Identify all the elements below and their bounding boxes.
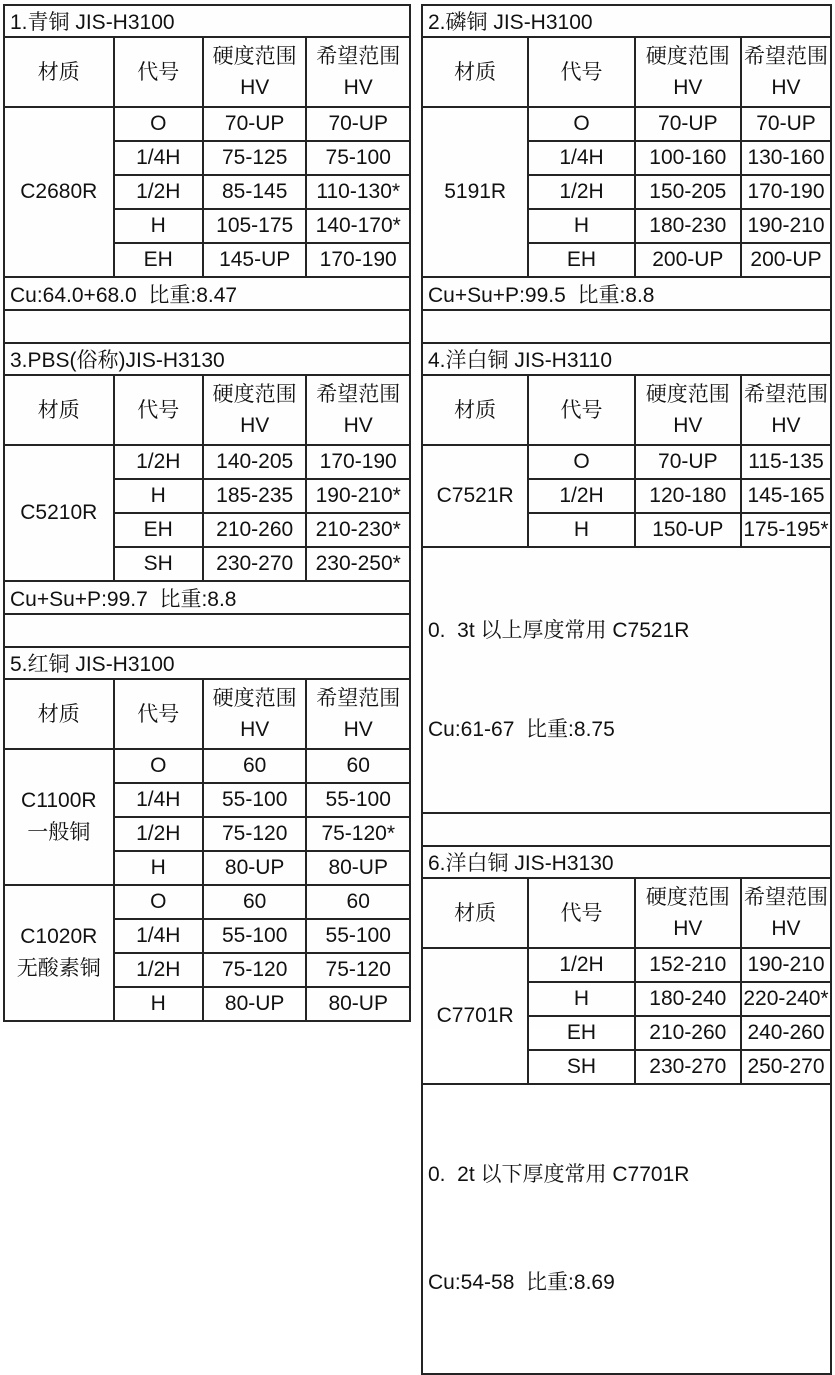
material-name: C1100R xyxy=(21,789,97,812)
desired-cell: 145-165 xyxy=(741,479,831,513)
temper-cell: O xyxy=(114,107,203,141)
desired-cell: 115-135 xyxy=(741,445,831,479)
desired-cell: 220-240* xyxy=(741,982,831,1016)
desired-cell: 190-210 xyxy=(741,948,831,982)
footer-line: Cu:54-58 比重:8.69 xyxy=(428,1271,615,1294)
header-material: 材质 xyxy=(422,878,528,948)
footer-line: 0. 2t 以下厚度常用 C7701R xyxy=(428,1163,690,1186)
table-row xyxy=(4,749,410,783)
desired-cell: 60 xyxy=(306,749,410,783)
table-row xyxy=(422,547,831,813)
hardness-cell: 230-270 xyxy=(203,547,307,581)
temper-cell: 1/2H xyxy=(114,817,203,851)
desired-cell: 80-UP xyxy=(306,987,410,1021)
table-row xyxy=(422,310,831,343)
header-code: 代号 xyxy=(528,37,634,107)
desired-cell: 60 xyxy=(306,885,410,919)
section-title: 1.青铜 JIS-H3100 xyxy=(4,5,410,37)
temper-cell: O xyxy=(114,885,203,919)
desired-cell: 70-UP xyxy=(306,107,410,141)
table-row xyxy=(422,343,831,375)
empty-cell xyxy=(422,310,831,343)
material-cell: C2680R xyxy=(4,107,114,277)
table-row xyxy=(4,277,410,310)
temper-cell: H xyxy=(114,209,203,243)
table-row xyxy=(4,107,410,141)
header-hardness: 硬度范围 HV xyxy=(635,878,741,948)
hardness-cell: 70-UP xyxy=(203,107,307,141)
desired-cell: 55-100 xyxy=(306,783,410,817)
header-material: 材质 xyxy=(4,679,114,749)
hardness-cell: 55-100 xyxy=(203,783,307,817)
footer-note: Cu+Su+P:99.7 比重:8.8 xyxy=(4,581,410,614)
table-row xyxy=(422,878,831,948)
header-material: 材质 xyxy=(422,375,528,445)
section-title: 5.红铜 JIS-H3100 xyxy=(4,647,410,679)
hardness-cell: 150-UP xyxy=(635,513,741,547)
desired-cell: 200-UP xyxy=(741,243,831,277)
header-hardness: 硬度范围 HV xyxy=(203,679,307,749)
header-desired: 希望范围 HV xyxy=(741,375,831,445)
header-code: 代号 xyxy=(114,37,203,107)
desired-cell: 80-UP xyxy=(306,851,410,885)
desired-cell: 110-130* xyxy=(306,175,410,209)
hardness-cell: 140-205 xyxy=(203,445,307,479)
temper-cell: O xyxy=(528,107,634,141)
material-subname: 无酸素铜 xyxy=(16,957,101,980)
desired-cell: 75-120* xyxy=(306,817,410,851)
hardness-cell: 85-145 xyxy=(203,175,307,209)
hardness-cell: 60 xyxy=(203,749,307,783)
header-desired: 希望范围 HV xyxy=(741,37,831,107)
table-row xyxy=(4,581,410,614)
desired-cell: 70-UP xyxy=(741,107,831,141)
table-row xyxy=(422,813,831,846)
header-hardness: 硬度范围 HV xyxy=(635,375,741,445)
hardness-cell: 180-240 xyxy=(635,982,741,1016)
temper-cell: 1/4H xyxy=(114,141,203,175)
desired-cell: 175-195* xyxy=(741,513,831,547)
material-cell: C7521R xyxy=(422,445,528,547)
hardness-cell: 200-UP xyxy=(635,243,741,277)
desired-cell: 240-260 xyxy=(741,1016,831,1050)
table-row xyxy=(422,1084,831,1374)
temper-cell: 1/2H xyxy=(114,445,203,479)
hardness-cell: 75-120 xyxy=(203,953,307,987)
table-row xyxy=(4,343,410,375)
hardness-cell: 180-230 xyxy=(635,209,741,243)
header-code: 代号 xyxy=(528,878,634,948)
header-material: 材质 xyxy=(4,37,114,107)
table-row xyxy=(4,885,410,919)
temper-cell: 1/4H xyxy=(114,783,203,817)
header-code: 代号 xyxy=(114,679,203,749)
desired-cell: 130-160 xyxy=(741,141,831,175)
header-desired: 希望范围 HV xyxy=(306,375,410,445)
table-row xyxy=(4,614,410,647)
header-code: 代号 xyxy=(528,375,634,445)
section-title: 3.PBS(俗称)JIS-H3130 xyxy=(4,343,410,375)
footer-note xyxy=(422,547,831,813)
hardness-cell: 70-UP xyxy=(635,445,741,479)
temper-cell: 1/2H xyxy=(114,175,203,209)
section-title: 2.磷铜 JIS-H3100 xyxy=(422,5,831,37)
right-column xyxy=(421,4,832,1294)
footer-note: Cu+Su+P:99.5 比重:8.8 xyxy=(422,277,831,310)
material-cell: 5191R xyxy=(422,107,528,277)
temper-cell: EH xyxy=(528,1016,634,1050)
empty-cell xyxy=(422,813,831,846)
hardness-cell: 75-125 xyxy=(203,141,307,175)
desired-cell: 170-190 xyxy=(306,445,410,479)
temper-cell: H xyxy=(114,851,203,885)
section-title: 6.洋白铜 JIS-H3130 xyxy=(422,846,831,878)
footer-note: Cu:64.0+68.0 比重:8.47 xyxy=(4,277,410,310)
material-cell: C5210R xyxy=(4,445,114,581)
hardness-cell: 145-UP xyxy=(203,243,307,277)
header-material: 材质 xyxy=(4,375,114,445)
material-cell: C7701R xyxy=(422,948,528,1084)
footer-line: 0. 3t 以上厚度常用 C7521R xyxy=(428,619,690,642)
temper-cell: SH xyxy=(114,547,203,581)
desired-cell: 210-230* xyxy=(306,513,410,547)
temper-cell: 1/2H xyxy=(114,953,203,987)
left-column xyxy=(3,4,411,1029)
desired-cell: 55-100 xyxy=(306,919,410,953)
header-desired: 希望范围 HV xyxy=(306,37,410,107)
desired-cell: 190-210* xyxy=(306,479,410,513)
temper-cell: 1/4H xyxy=(114,919,203,953)
desired-cell: 250-270 xyxy=(741,1050,831,1084)
temper-cell: EH xyxy=(114,513,203,547)
material-cell xyxy=(4,749,114,885)
temper-cell: SH xyxy=(528,1050,634,1084)
temper-cell: 1/2H xyxy=(528,948,634,982)
hardness-cell: 152-210 xyxy=(635,948,741,982)
hardness-cell: 55-100 xyxy=(203,919,307,953)
desired-cell: 170-190 xyxy=(741,175,831,209)
table-row xyxy=(4,375,410,445)
desired-cell: 190-210 xyxy=(741,209,831,243)
footer-line: Cu:61-67 比重:8.75 xyxy=(428,718,615,741)
table-row xyxy=(4,5,410,37)
table-row xyxy=(4,679,410,749)
desired-cell: 170-190 xyxy=(306,243,410,277)
hardness-cell: 150-205 xyxy=(635,175,741,209)
desired-cell: 75-100 xyxy=(306,141,410,175)
table-row xyxy=(4,647,410,679)
header-desired: 希望范围 HV xyxy=(306,679,410,749)
table-row xyxy=(4,37,410,107)
footer-note xyxy=(422,1084,831,1374)
hardness-cell: 80-UP xyxy=(203,987,307,1021)
temper-cell: H xyxy=(528,209,634,243)
hardness-cell: 185-235 xyxy=(203,479,307,513)
left-spec-table xyxy=(3,4,411,1022)
table-row xyxy=(422,445,831,479)
temper-cell: EH xyxy=(528,243,634,277)
table-row xyxy=(422,375,831,445)
material-subname: 一般铜 xyxy=(27,821,91,844)
section-title: 4.洋白铜 JIS-H3110 xyxy=(422,343,831,375)
desired-cell: 140-170* xyxy=(306,209,410,243)
temper-cell: H xyxy=(114,479,203,513)
table-row xyxy=(422,846,831,878)
material-name: C1020R xyxy=(20,925,98,948)
desired-cell: 75-120 xyxy=(306,953,410,987)
hardness-cell: 230-270 xyxy=(635,1050,741,1084)
hardness-cell: 105-175 xyxy=(203,209,307,243)
table-row xyxy=(422,277,831,310)
hardness-cell: 70-UP xyxy=(635,107,741,141)
temper-cell: H xyxy=(114,987,203,1021)
temper-cell: 1/4H xyxy=(528,141,634,175)
temper-cell: H xyxy=(528,982,634,1016)
hardness-cell: 120-180 xyxy=(635,479,741,513)
header-hardness: 硬度范围 HV xyxy=(635,37,741,107)
hardness-cell: 80-UP xyxy=(203,851,307,885)
temper-cell: O xyxy=(114,749,203,783)
table-row xyxy=(4,310,410,343)
temper-cell: 1/2H xyxy=(528,175,634,209)
header-desired: 希望范围 HV xyxy=(741,878,831,948)
temper-cell: H xyxy=(528,513,634,547)
header-hardness: 硬度范围 HV xyxy=(203,37,307,107)
hardness-cell: 210-260 xyxy=(203,513,307,547)
header-material: 材质 xyxy=(422,37,528,107)
material-cell xyxy=(4,885,114,1021)
empty-cell xyxy=(4,310,410,343)
header-code: 代号 xyxy=(114,375,203,445)
desired-cell: 230-250* xyxy=(306,547,410,581)
hardness-cell: 60 xyxy=(203,885,307,919)
hardness-cell: 75-120 xyxy=(203,817,307,851)
right-spec-table xyxy=(421,4,832,1375)
header-hardness: 硬度范围 HV xyxy=(203,375,307,445)
table-row xyxy=(422,948,831,982)
empty-cell xyxy=(4,614,410,647)
temper-cell: EH xyxy=(114,243,203,277)
table-row xyxy=(422,5,831,37)
temper-cell: 1/2H xyxy=(528,479,634,513)
temper-cell: O xyxy=(528,445,634,479)
table-row xyxy=(422,107,831,141)
hardness-cell: 100-160 xyxy=(635,141,741,175)
table-row xyxy=(422,37,831,107)
table-row xyxy=(4,445,410,479)
hardness-cell: 210-260 xyxy=(635,1016,741,1050)
